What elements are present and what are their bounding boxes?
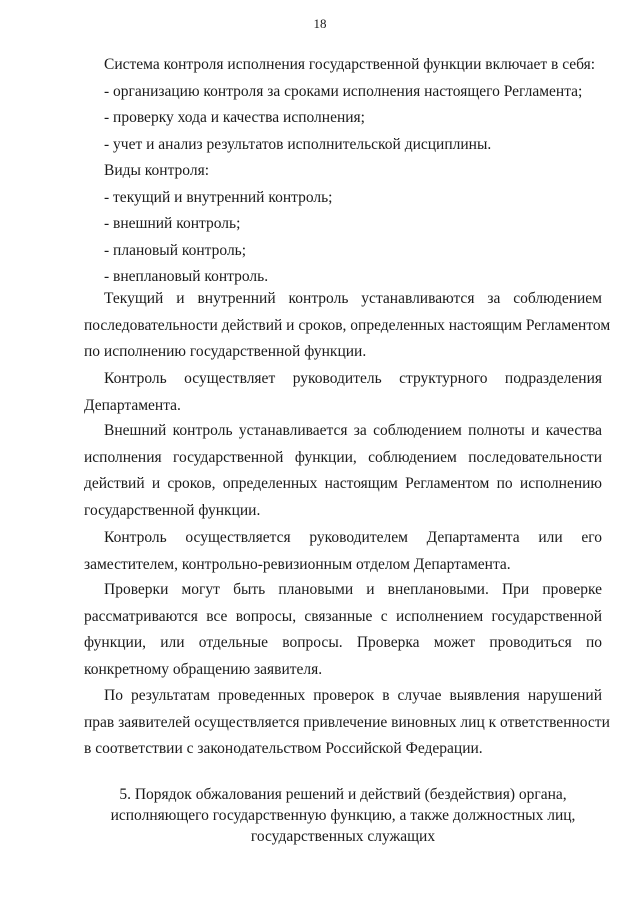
section-heading (84, 784, 602, 847)
paragraph-current-control (84, 286, 611, 366)
paragraph-line: По результатам проведенных проверок в случае выявления нарушений (104, 687, 602, 704)
paragraph-control-director (84, 525, 602, 578)
page-number: 18 (313, 16, 327, 31)
list-line: Виды контроля: (104, 162, 210, 179)
paragraph-line: Департамента. (84, 396, 181, 414)
paragraph-line: прав заявителей осуществляется привлечение виновных лиц к ответственности (84, 713, 610, 731)
paragraph-line: действий и сроков, определенных настоящим Регламентом по исполнению (84, 475, 602, 492)
section-heading-line: 5. Порядок обжалования решений и действий (бездействия) органа, (119, 786, 567, 803)
list-line: - организацию контроля за сроками исполнения настоящего Регламента; (104, 82, 583, 100)
paragraph-line: Проверки могут быть плановыми и внеплановыми. При проверке (104, 581, 602, 598)
paragraph-line: последовательности действий и сроков, определенных настоящим Регламентом (84, 316, 611, 334)
paragraph-line: государственной функции. (84, 501, 261, 519)
paragraph-line: конкретному обращению заявителя. (84, 660, 323, 678)
list-line: - текущий и внутренний контроль; (104, 188, 333, 206)
paragraph-line: Контроль осуществляет руководитель структурного подразделения (104, 370, 602, 387)
paragraph-line: в соответствии с законодательством Российской Федерации. (84, 740, 483, 757)
paragraph-inspection-results (84, 683, 610, 763)
control-system-list (84, 52, 602, 291)
list-line: - учет и анализ результатов исполнительской дисциплины. (104, 135, 492, 153)
paragraph-control-head (84, 366, 602, 419)
paragraph-line: рассматриваются все вопросы, связанные с исполнением государственной (84, 607, 602, 625)
paragraph-line: заместителем, контрольно-ревизионным отделом Департамента. (84, 555, 511, 573)
list-line: - внешний контроль; (104, 215, 241, 232)
paragraph-line: исполнения государственной функции, соблюдением последовательности (84, 448, 602, 466)
paragraph-external-control (84, 418, 602, 524)
paragraph-line: Текущий и внутренний контроль устанавливаются за соблюдением (104, 290, 602, 307)
list-line: - плановый контроль; (104, 241, 247, 259)
paragraph-line: Внешний контроль устанавливается за соблюдением полноты и качества (104, 422, 602, 439)
paragraph-inspections (84, 577, 602, 683)
paragraph-line: функции, или отдельные вопросы. Проверка может проводиться по (84, 634, 602, 651)
paragraph-line: Контроль осуществляется руководителем Департамента или его (104, 529, 602, 546)
paragraph-line: по исполнению государственной функции. (84, 343, 367, 360)
list-line: - проверку хода и качества исполнения; (104, 109, 365, 126)
list-line: - внеплановый контроль. (104, 268, 269, 285)
list-line: Система контроля исполнения государственной функции включает в себя: (104, 56, 596, 73)
section-heading-line: исполняющего государственную функцию, а также должностных лиц, (110, 807, 576, 824)
section-heading-line: государственных служащих (250, 828, 436, 845)
